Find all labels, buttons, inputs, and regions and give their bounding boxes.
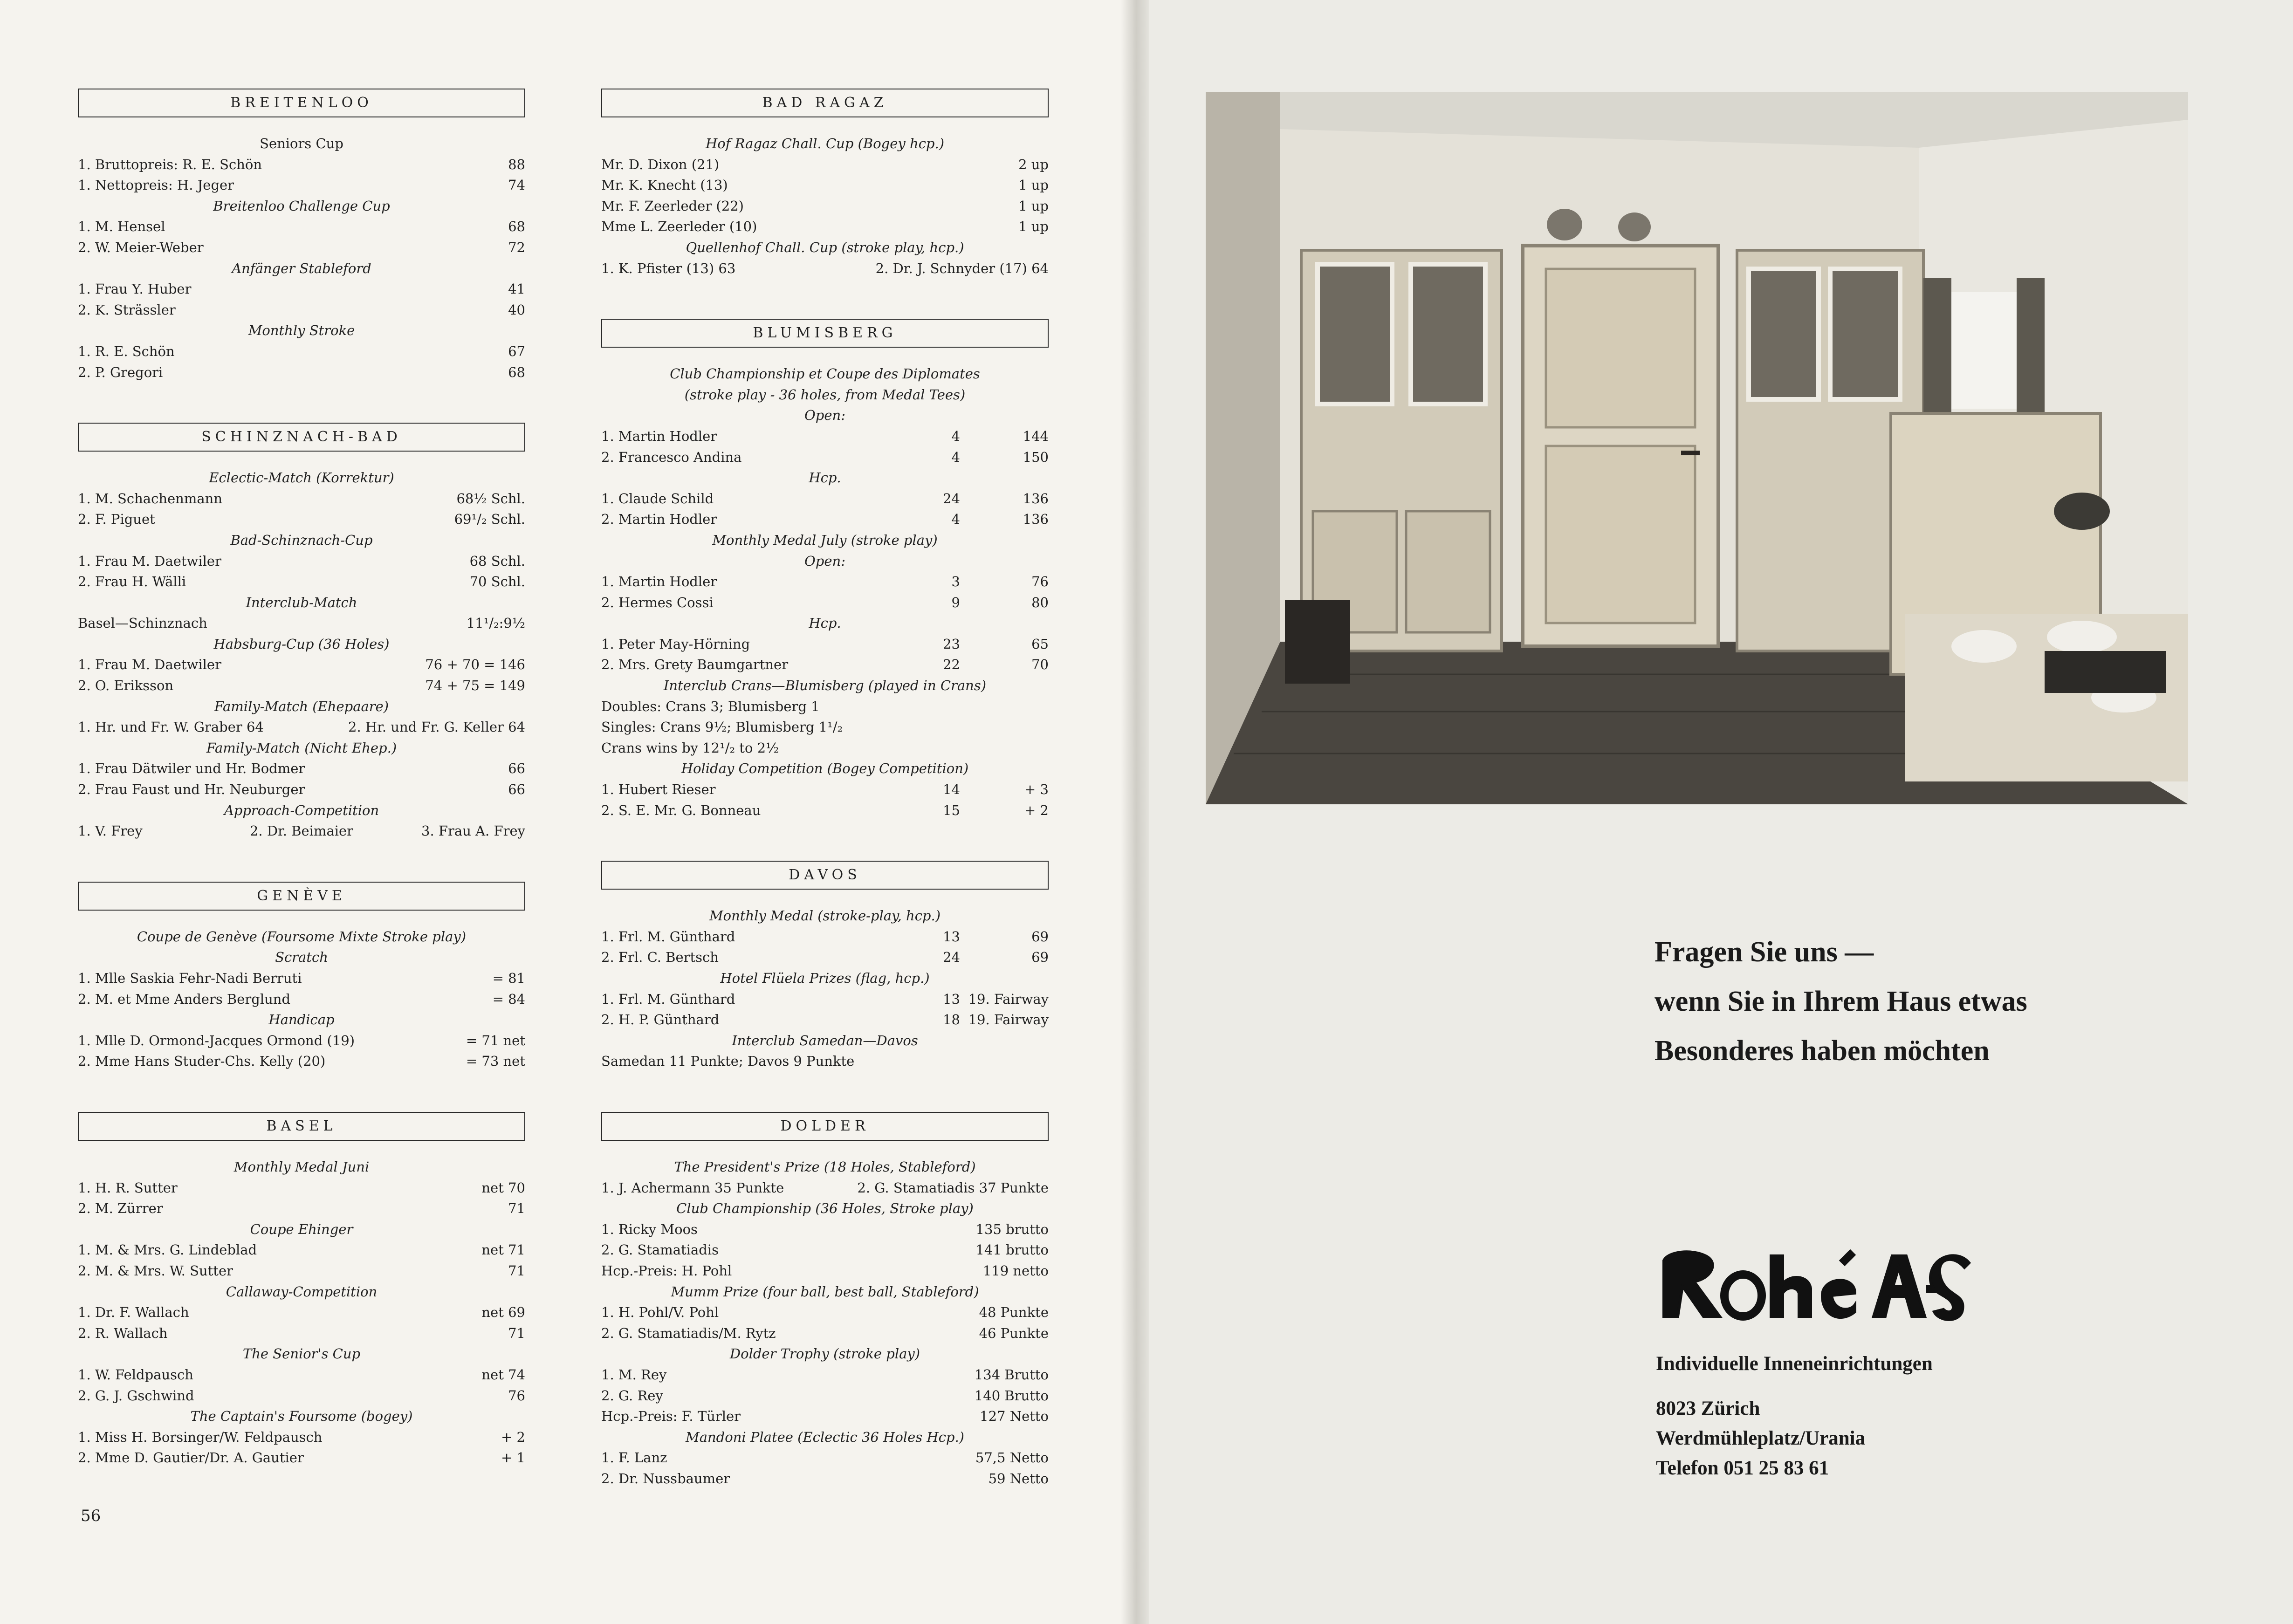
address-street: Werdmühleplatz/Urania <box>1656 1427 1866 1449</box>
score-cell: 69 <box>1031 949 1049 966</box>
player-name: 1. Claude Schild <box>601 490 714 507</box>
player-name: 2. K. Strässler <box>78 302 176 318</box>
score-cell: 71 <box>508 1262 525 1279</box>
result-row <box>601 216 1049 237</box>
player-name: 1. Ricky Moos <box>601 1221 698 1237</box>
player-name: 1. Miss H. Borsinger/W. Feldpausch <box>78 1429 323 1445</box>
result-row <box>78 571 525 592</box>
player-name: 2. F. Piguet <box>78 511 155 528</box>
competition-title: Scratch <box>275 949 328 966</box>
score-cell: 136 <box>1023 490 1049 507</box>
score-cell: 19. Fairway <box>968 991 1049 1007</box>
player-name: Hcp.-Preis: F. Türler <box>601 1408 741 1425</box>
player-name: 2. Dr. Nussbaumer <box>601 1470 730 1487</box>
score-cell: 71 <box>508 1325 525 1341</box>
player-name: 1. M. Hensel <box>78 219 165 235</box>
result-row <box>78 1240 525 1261</box>
player-name: 1. Frl. M. Günthard <box>601 928 735 945</box>
section-header: BLUMISBERG <box>601 319 1049 348</box>
player-name: 1. Peter May-Hörning <box>601 636 750 652</box>
result-row <box>78 1447 525 1468</box>
player-name: 2. P. Gregori <box>78 364 163 380</box>
competition-title: Quellenhof Chall. Cup (stroke play, hcp.) <box>686 239 964 255</box>
result-row <box>78 1051 525 1072</box>
score-cell: 1 up <box>1018 219 1049 235</box>
result-row <box>601 1240 1049 1261</box>
player-name: 1. Hubert Rieser <box>601 781 716 798</box>
section-header: GENÈVE <box>78 882 525 911</box>
handicap-cell: 22 <box>943 657 960 673</box>
player-name: 2. Frau H. Wälli <box>78 574 186 590</box>
score-cell: 66 <box>508 761 525 777</box>
player-name: 2. Francesco Andina <box>601 449 742 465</box>
player-name: 2. G. J. Gschwind <box>78 1387 194 1404</box>
player-name: 1. Hr. und Fr. W. Graber 64 <box>78 719 264 735</box>
section-header: DOLDER <box>601 1112 1049 1141</box>
result-row <box>78 509 525 530</box>
player-name: 1. Frau Dätwiler und Hr. Bodmer <box>78 761 305 777</box>
player-name: Mr. D. Dixon (21) <box>601 156 720 172</box>
result-row <box>78 1302 525 1323</box>
score-cell: = 73 net <box>466 1053 525 1069</box>
player-name: 2. Frau Faust und Hr. Neuburger <box>78 781 305 798</box>
score-cell: 1 up <box>1018 198 1049 214</box>
player-name: 2. Mme D. Gautier/Dr. A. Gautier <box>78 1450 304 1466</box>
player-name: 1. R. E. Schön <box>78 343 175 359</box>
result-row <box>601 488 1049 509</box>
result-row <box>78 779 525 800</box>
result-note: Crans wins by 12¹/₂ to 2½ <box>601 740 779 756</box>
result-note: Samedan 11 Punkte; Davos 9 Punkte <box>601 1053 855 1069</box>
competition-title: Hcp. <box>809 470 841 486</box>
score-cell: 140 Brutto <box>974 1387 1049 1404</box>
section-gen-ve <box>78 882 525 1072</box>
handicap-cell: 4 <box>951 449 960 465</box>
result-row <box>78 717 525 738</box>
handicap-cell: 2. Dr. J. Schnyder (17) 64 <box>875 260 1049 276</box>
handicap-cell: 3 <box>951 574 960 590</box>
competition-title: Hof Ragaz Chall. Cup (Bogey hcp.) <box>705 136 945 151</box>
result-row <box>78 341 525 362</box>
competition-title: Open: <box>804 553 845 569</box>
competition-title: Club Championship (36 Holes, Stroke play) <box>676 1200 974 1217</box>
page-number: 56 <box>81 1507 101 1525</box>
competition-title: Family-Match (Ehepaare) <box>214 698 389 714</box>
competition-title: Family-Match (Nicht Ehep.) <box>206 740 397 756</box>
score-cell: 88 <box>508 156 525 172</box>
spacer <box>1656 1379 1933 1394</box>
player-name: 2. Frl. C. Bertsch <box>601 949 719 966</box>
score-cell: net 71 <box>481 1242 525 1258</box>
result-row <box>601 426 1049 447</box>
player-name: Hcp.-Preis: H. Pohl <box>601 1262 732 1279</box>
section-blumisberg <box>601 319 1049 821</box>
result-row <box>78 1323 525 1344</box>
result-row <box>78 1030 525 1051</box>
result-row <box>78 488 525 509</box>
handicap-cell: 9 <box>951 594 960 610</box>
competition-title: (stroke play - 36 holes, from Medal Tees) <box>684 386 966 403</box>
result-row <box>601 800 1049 821</box>
competition-title: Open: <box>804 407 845 424</box>
player-name: 1. Frau Y. Huber <box>78 281 192 297</box>
score-cell: = 71 net <box>466 1032 525 1048</box>
result-row <box>78 613 525 634</box>
player-name: 1. M. Rey <box>601 1366 667 1383</box>
result-row <box>601 1323 1049 1344</box>
player-name: 1. Bruttopreis: R. E. Schön <box>78 156 262 172</box>
player-name: Mr. K. Knecht (13) <box>601 177 728 193</box>
handicap-cell: 13 <box>943 928 960 945</box>
competition-title: Monthly Medal (stroke-play, hcp.) <box>709 908 941 924</box>
player-name: Mme L. Zeerleder (10) <box>601 219 757 235</box>
result-row <box>601 654 1049 675</box>
section-breitenloo <box>78 89 525 383</box>
competition-title: Mandoni Platee (Eclectic 36 Holes Hcp.) <box>686 1429 964 1445</box>
result-row <box>78 216 525 237</box>
score-cell: 2 up <box>1018 156 1049 172</box>
result-row <box>601 926 1049 947</box>
player-name: 2. Martin Hodler <box>601 511 717 528</box>
handicap-cell: 2. G. Stamatiadis 37 Punkte <box>857 1179 1049 1196</box>
competition-title: Hotel Flüela Prizes (flag, hcp.) <box>720 970 930 986</box>
result-row <box>78 1427 525 1448</box>
score-cell: + 2 <box>1024 802 1049 818</box>
score-cell: 1 up <box>1018 177 1049 193</box>
competition-title: The Senior's Cup <box>242 1346 361 1362</box>
competition-title: Holiday Competition (Bogey Competition) <box>681 761 969 777</box>
handicap-cell: 18 <box>943 1012 960 1028</box>
result-row <box>601 175 1049 196</box>
competition-title: Bad-Schinznach-Cup <box>230 532 373 548</box>
player-name: 1. Martin Hodler <box>601 428 717 444</box>
score-cell: = 81 <box>492 970 525 986</box>
player-name: 2. G. Stamatiadis/M. Rytz <box>601 1325 776 1341</box>
competition-title: Dolder Trophy (stroke play) <box>729 1346 920 1362</box>
score-cell: 41 <box>508 281 525 297</box>
result-row <box>601 1468 1049 1489</box>
competition-title: Coupe Ehinger <box>250 1221 353 1237</box>
slogan-line-2: wenn Sie in Ihrem Haus etwas <box>1655 986 2027 1017</box>
result-row <box>78 1178 525 1199</box>
competition-title: Coupe de Genève (Foursome Mixte Stroke play) <box>137 928 467 945</box>
section-header: BASEL <box>78 1112 525 1141</box>
handicap-cell: 4 <box>951 511 960 528</box>
result-row <box>601 947 1049 968</box>
result-row <box>78 175 525 196</box>
player-name: 2. M. Zürrer <box>78 1200 163 1217</box>
score-cell: 40 <box>508 302 525 318</box>
score-cell: + 1 <box>501 1450 525 1466</box>
company-tagline: Individuelle Inneneinrichtungen <box>1656 1353 1933 1375</box>
results-column-2 <box>601 89 1049 1529</box>
result-row <box>78 362 525 383</box>
competition-title: Interclub-Match <box>246 594 357 610</box>
result-row <box>601 1219 1049 1240</box>
player-name: Basel—Schinznach <box>78 615 207 631</box>
score-cell: 76 + 70 = 146 <box>425 657 525 673</box>
result-row <box>601 258 1049 279</box>
score-cell: 57,5 Netto <box>975 1450 1049 1466</box>
player-name: 1. Nettopreis: H. Jeger <box>78 177 234 193</box>
handicap-cell: 4 <box>951 428 960 444</box>
score-cell: 80 <box>1031 594 1049 610</box>
section-header: BREITENLOO <box>78 89 525 117</box>
score-cell: 136 <box>1023 511 1049 528</box>
handicap-cell: 2. Dr. Beimaier <box>249 823 354 839</box>
result-row <box>601 1302 1049 1323</box>
section-davos <box>601 861 1049 1072</box>
player-name: 2. O. Eriksson <box>78 678 174 694</box>
address-phone: Telefon 051 25 83 61 <box>1656 1457 1829 1479</box>
competition-title: Callaway-Competition <box>226 1283 378 1300</box>
result-note: Doubles: Crans 3; Blumisberg 1 <box>601 698 820 714</box>
score-cell: 74 <box>508 177 525 193</box>
company-address <box>1656 1349 1933 1483</box>
result-row <box>78 989 525 1010</box>
player-name: 1. Mlle D. Ormond-Jacques Ormond (19) <box>78 1032 355 1048</box>
player-name: 1. F. Lanz <box>601 1450 667 1466</box>
results-column-1 <box>78 89 525 1508</box>
score-cell: 76 <box>1031 574 1049 590</box>
result-row <box>78 1364 525 1385</box>
player-name: 2. M. & Mrs. W. Sutter <box>78 1262 233 1279</box>
section-header: BAD RAGAZ <box>601 89 1049 117</box>
player-name: 2. S. E. Mr. G. Bonneau <box>601 802 761 818</box>
competition-title: Monthly Medal July (stroke play) <box>712 532 938 548</box>
score-cell: 19. Fairway <box>968 1012 1049 1028</box>
section-schinznach-bad <box>78 423 525 842</box>
result-row <box>601 447 1049 468</box>
score-cell: 68½ Schl. <box>456 490 525 507</box>
section-basel <box>78 1112 525 1468</box>
player-name: 1. Frau M. Daetwiler <box>78 657 221 673</box>
player-name: 1. V. Frey <box>78 823 143 839</box>
score-cell: 74 + 75 = 149 <box>425 678 525 694</box>
competition-title: Mumm Prize (four ball, best ball, Stableford) <box>671 1283 979 1300</box>
player-name: 2. H. P. Günthard <box>601 1012 720 1028</box>
competition-title: Habsburg-Cup (36 Holes) <box>213 636 390 652</box>
score-cell: 134 Brutto <box>974 1366 1049 1383</box>
result-row <box>78 300 525 321</box>
score-cell: 66 <box>508 781 525 798</box>
result-row <box>78 551 525 572</box>
competition-title: Breitenloo Challenge Cup <box>213 198 390 214</box>
score-cell: 141 brutto <box>975 1242 1049 1258</box>
result-row <box>601 779 1049 800</box>
score-cell: 46 Punkte <box>979 1325 1049 1341</box>
result-row <box>601 592 1049 613</box>
section-header: SCHINZNACH-BAD <box>78 423 525 452</box>
score-cell: 68 Schl. <box>469 553 525 569</box>
player-name: 1. Frl. M. Günthard <box>601 991 735 1007</box>
section-header: DAVOS <box>601 861 1049 890</box>
player-name: 2. G. Rey <box>601 1387 663 1404</box>
left-page <box>0 0 1137 1624</box>
ad-slogan <box>1655 927 2027 1076</box>
result-row <box>78 821 525 842</box>
score-cell: net 69 <box>481 1304 525 1321</box>
player-name: 2. Hermes Cossi <box>601 594 714 610</box>
score-cell: 135 brutto <box>975 1221 1049 1237</box>
slogan-line-3: Besonderes haben möchten <box>1655 1035 1990 1067</box>
result-row <box>78 1198 525 1219</box>
result-row <box>78 654 525 675</box>
score-cell: 76 <box>508 1387 525 1404</box>
score-cell: 59 Netto <box>988 1470 1049 1487</box>
section-bad-ragaz <box>601 89 1049 279</box>
competition-title: Anfänger Stableford <box>232 260 371 276</box>
player-name: 2. Mrs. Grety Baumgartner <box>601 657 789 673</box>
result-row <box>601 989 1049 1010</box>
result-row <box>78 758 525 779</box>
competition-title: Club Championship et Coupe des Diplomates <box>670 366 980 382</box>
result-row <box>601 571 1049 592</box>
result-row <box>78 154 525 175</box>
result-row <box>78 1385 525 1406</box>
result-row <box>78 279 525 300</box>
score-cell: 11¹/₂:9½ <box>466 615 525 631</box>
score-cell: 150 <box>1023 449 1049 465</box>
player-name: 1. J. Achermann 35 Punkte <box>601 1179 784 1196</box>
player-name: 2. M. et Mme Anders Berglund <box>78 991 291 1007</box>
score-cell: + 2 <box>501 1429 525 1445</box>
player-name: 2. Mme Hans Studer-Chs. Kelly (20) <box>78 1053 326 1069</box>
competition-title: Monthly Stroke <box>248 322 355 339</box>
player-name: 1. M. & Mrs. G. Lindeblad <box>78 1242 257 1258</box>
score-cell: 48 Punkte <box>979 1304 1049 1321</box>
score-cell: 71 <box>508 1200 525 1217</box>
score-cell: 144 <box>1023 428 1049 444</box>
score-cell: 119 netto <box>982 1262 1049 1279</box>
score-cell: 67 <box>508 343 525 359</box>
competition-title: Monthly Medal Juni <box>233 1158 370 1175</box>
competition-title: Approach-Competition <box>224 802 379 818</box>
result-row <box>601 1385 1049 1406</box>
score-cell: + 3 <box>1024 781 1049 798</box>
player-name: 1. Frau M. Daetwiler <box>78 553 221 569</box>
player-name: 2. R. Wallach <box>78 1325 168 1341</box>
result-row <box>601 196 1049 217</box>
slogan-line-1: Fragen Sie uns — <box>1655 936 1874 968</box>
player-name: 1. H. R. Sutter <box>78 1179 178 1196</box>
score-cell: 65 <box>1031 636 1049 652</box>
result-row <box>601 1406 1049 1427</box>
score-cell: = 84 <box>492 991 525 1007</box>
result-row <box>601 1364 1049 1385</box>
player-name: 1. Mlle Saskia Fehr-Nadi Berruti <box>78 970 302 986</box>
player-name: 1. W. Feldpausch <box>78 1366 193 1383</box>
kitchen-photo <box>1206 92 2188 804</box>
result-row <box>601 1261 1049 1281</box>
score-cell: 69¹/₂ Schl. <box>454 511 525 528</box>
result-row <box>78 968 525 989</box>
handicap-cell: 15 <box>943 802 960 818</box>
player-name: 1. Martin Hodler <box>601 574 717 590</box>
score-cell: 3. Frau A. Frey <box>421 823 525 839</box>
result-row <box>78 1261 525 1281</box>
result-row <box>601 634 1049 655</box>
competition-title: Hcp. <box>809 615 841 631</box>
competition-title: Seniors Cup <box>260 136 343 151</box>
result-row <box>601 154 1049 175</box>
rohe-logo <box>1655 1242 1971 1326</box>
player-name: 1. H. Pohl/V. Pohl <box>601 1304 719 1321</box>
score-cell: net 74 <box>481 1366 525 1383</box>
player-name: 1. Dr. F. Wallach <box>78 1304 189 1321</box>
competition-title: The President's Prize (18 Holes, Stableford) <box>674 1158 976 1175</box>
result-row <box>601 1178 1049 1199</box>
score-cell: net 70 <box>481 1179 525 1196</box>
player-name: 1. K. Pfister (13) 63 <box>601 260 736 276</box>
competition-title: Interclub Crans—Blumisberg (played in Crans) <box>663 678 987 694</box>
competition-title: Interclub Samedan—Davos <box>732 1032 918 1048</box>
score-cell: 69 <box>1031 928 1049 945</box>
result-note: Singles: Crans 9½; Blumisberg 1¹/₂ <box>601 719 843 735</box>
result-row <box>78 237 525 258</box>
handicap-cell: 14 <box>943 781 960 798</box>
competition-title: The Captain's Foursome (bogey) <box>190 1408 413 1425</box>
player-name: 1. M. Schachenmann <box>78 490 222 507</box>
handicap-cell: 24 <box>943 490 960 507</box>
score-cell: 72 <box>508 239 525 255</box>
score-cell: 68 <box>508 364 525 380</box>
score-cell: 68 <box>508 219 525 235</box>
section-dolder <box>601 1112 1049 1489</box>
book-gutter <box>1121 0 1149 1624</box>
score-cell: 127 Netto <box>980 1408 1049 1425</box>
result-row <box>601 509 1049 530</box>
handicap-cell: 2. Hr. und Fr. G. Keller 64 <box>348 719 525 735</box>
handicap-cell: 24 <box>943 949 960 966</box>
player-name: Mr. F. Zeerleder (22) <box>601 198 744 214</box>
player-name: 2. G. Stamatiadis <box>601 1242 719 1258</box>
handicap-cell: 13 <box>943 991 960 1007</box>
result-row <box>601 1009 1049 1030</box>
handicap-cell: 23 <box>943 636 960 652</box>
competition-title: Handicap <box>268 1012 335 1028</box>
player-name: 2. W. Meier-Weber <box>78 239 204 255</box>
result-row <box>78 675 525 696</box>
address-city: 8023 Zürich <box>1656 1398 1760 1419</box>
result-row <box>601 1447 1049 1468</box>
score-cell: 70 <box>1031 657 1049 673</box>
score-cell: 70 Schl. <box>469 574 525 590</box>
competition-title: Eclectic-Match (Korrektur) <box>209 470 394 486</box>
